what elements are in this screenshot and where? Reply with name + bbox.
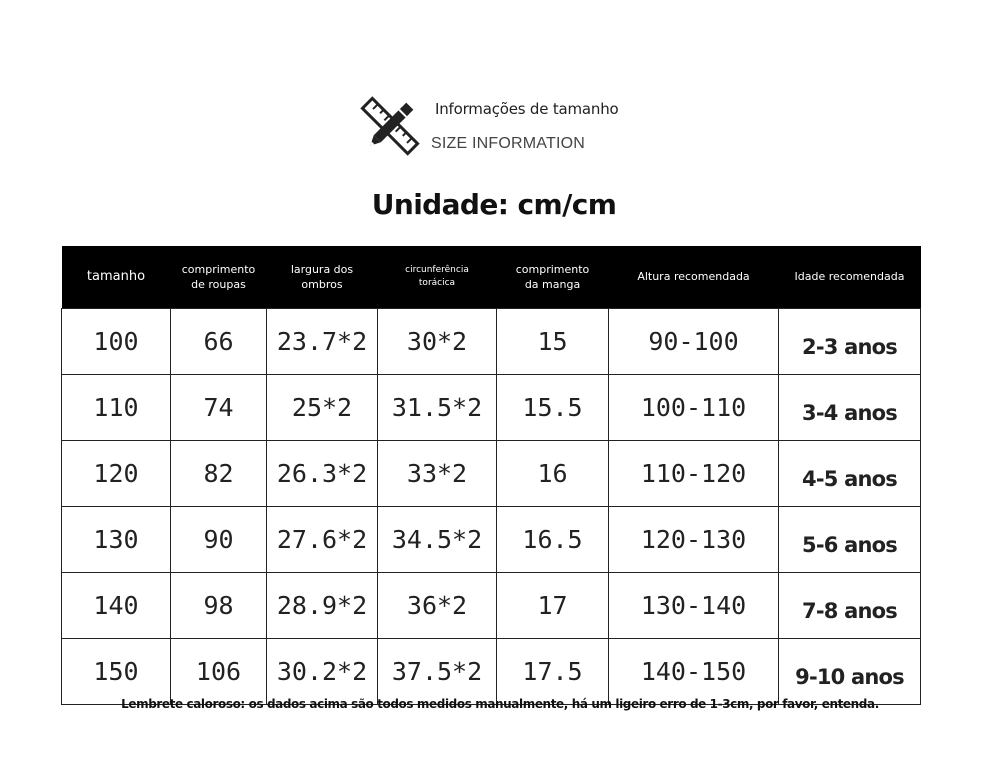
cell-circunferencia: 33*2	[378, 441, 497, 507]
table-row	[62, 309, 921, 375]
cell-comprimento-manga: 16.5	[497, 507, 609, 573]
cell-comprimento-manga: 15	[497, 309, 609, 375]
ruler-pencil-icon	[360, 95, 420, 157]
cell-altura: 110-120	[609, 441, 779, 507]
unit-title: Unidade: cm/cm	[371, 188, 617, 221]
table-row	[62, 573, 921, 639]
cell-comprimento-manga: 17	[497, 573, 609, 639]
table-row	[62, 375, 921, 441]
cell-circunferencia: 37.5*2	[378, 639, 497, 705]
cell-tamanho: 150	[62, 639, 171, 705]
cell-altura: 90-100	[609, 309, 779, 375]
size-info-title-en: SIZE INFORMATION	[431, 135, 586, 152]
size-info-title-pt: Informações de tamanho	[435, 100, 619, 118]
cell-tamanho: 120	[62, 441, 171, 507]
header-largura-ombros: largura dos ombros	[267, 246, 378, 309]
table-row	[62, 441, 921, 507]
cell-idade: 7-8 anos	[779, 573, 921, 639]
cell-altura: 120-130	[609, 507, 779, 573]
cell-tamanho: 140	[62, 573, 171, 639]
cell-comprimento-roupas: 106	[171, 639, 267, 705]
cell-idade: 5-6 anos	[779, 507, 921, 573]
cell-idade: 2-3 anos	[779, 309, 921, 375]
cell-largura-ombros: 27.6*2	[267, 507, 378, 573]
cell-comprimento-manga: 15.5	[497, 375, 609, 441]
cell-largura-ombros: 23.7*2	[267, 309, 378, 375]
table-row	[62, 639, 921, 705]
header-idade-recomendada: Idade recomendada	[779, 246, 921, 309]
cell-idade: 3-4 anos	[779, 375, 921, 441]
cell-idade: 4-5 anos	[779, 441, 921, 507]
header-altura-recomendada: Altura recomendada	[609, 246, 779, 309]
cell-comprimento-manga: 16	[497, 441, 609, 507]
cell-largura-ombros: 30.2*2	[267, 639, 378, 705]
cell-comprimento-manga: 17.5	[497, 639, 609, 705]
header-comprimento-roupas: comprimento de roupas	[171, 246, 267, 309]
table-header-row	[62, 246, 921, 309]
cell-comprimento-roupas: 66	[171, 309, 267, 375]
cell-circunferencia: 36*2	[378, 573, 497, 639]
cell-tamanho: 110	[62, 375, 171, 441]
cell-circunferencia: 30*2	[378, 309, 497, 375]
measurement-note: Lembrete caloroso: os dados acima são todos medidos manualmente, há um ligeiro erro de 1-3cm, por favor, entenda.	[121, 697, 879, 711]
cell-tamanho: 130	[62, 507, 171, 573]
cell-circunferencia: 31.5*2	[378, 375, 497, 441]
cell-largura-ombros: 26.3*2	[267, 441, 378, 507]
table-row	[62, 507, 921, 573]
header-comprimento-manga: comprimento da manga	[497, 246, 609, 309]
cell-idade: 9-10 anos	[779, 639, 921, 705]
cell-circunferencia: 34.5*2	[378, 507, 497, 573]
cell-largura-ombros: 28.9*2	[267, 573, 378, 639]
cell-altura: 100-110	[609, 375, 779, 441]
cell-comprimento-roupas: 74	[171, 375, 267, 441]
size-table	[61, 246, 921, 705]
cell-largura-ombros: 25*2	[267, 375, 378, 441]
cell-altura: 130-140	[609, 573, 779, 639]
header-tamanho: tamanho	[62, 246, 171, 309]
cell-tamanho: 100	[62, 309, 171, 375]
cell-altura: 140-150	[609, 639, 779, 705]
size-info-header	[358, 95, 618, 161]
cell-comprimento-roupas: 98	[171, 573, 267, 639]
cell-comprimento-roupas: 90	[171, 507, 267, 573]
cell-comprimento-roupas: 82	[171, 441, 267, 507]
header-circunferencia-toracica: circunferência torácica	[378, 246, 497, 309]
